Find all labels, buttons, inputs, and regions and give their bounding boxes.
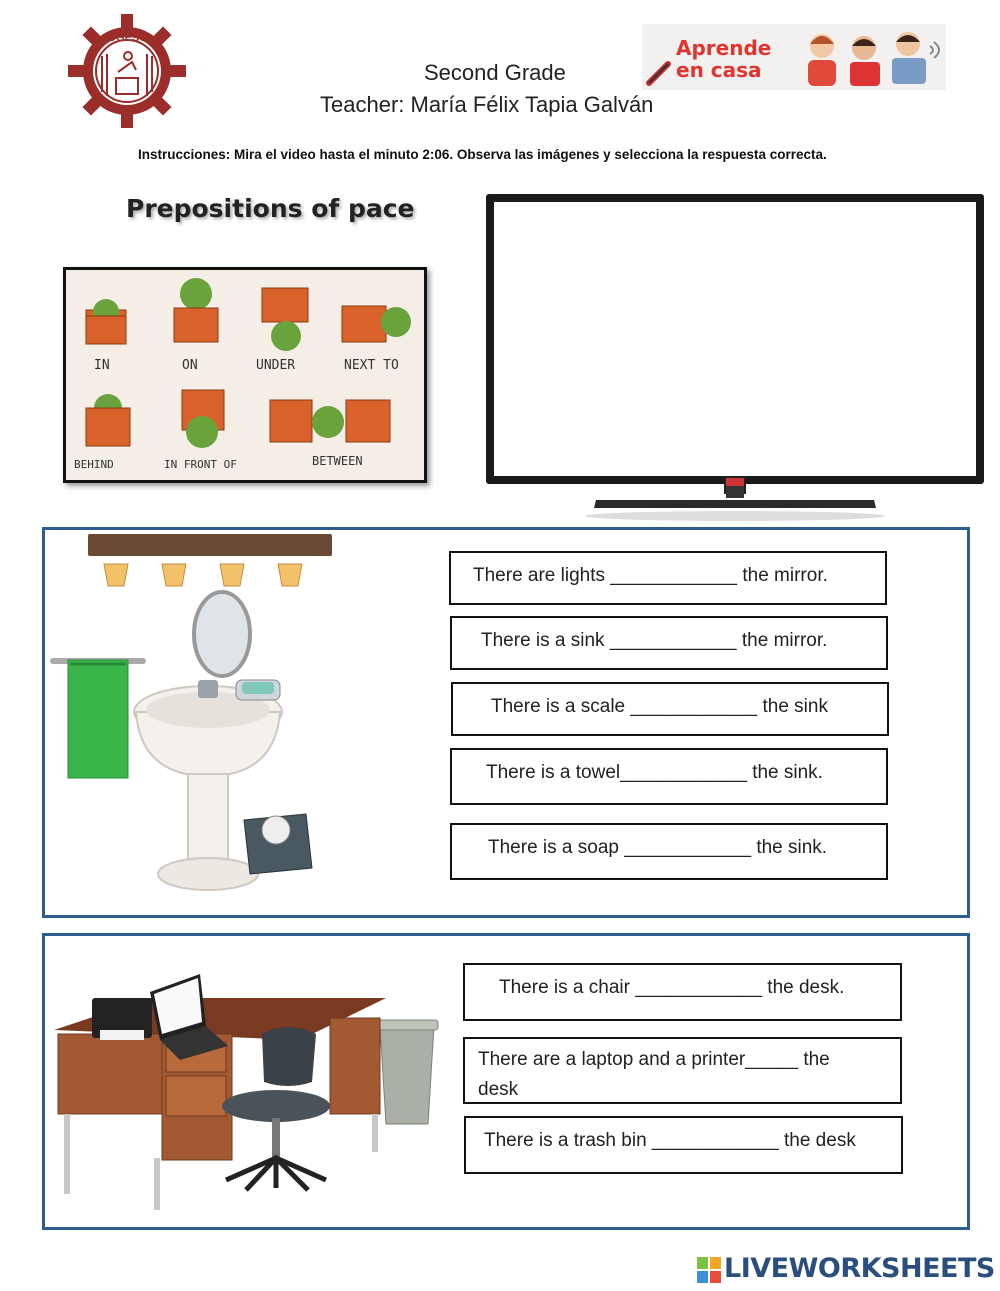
in-illustration xyxy=(86,299,126,344)
prepositions-card xyxy=(63,267,427,483)
in-front-of-illustration xyxy=(182,390,224,448)
on-illustration xyxy=(174,278,218,342)
between-illustration xyxy=(270,400,390,442)
bathroom-illustration xyxy=(48,534,348,906)
next-to-illustration xyxy=(342,306,411,342)
chair-illustration xyxy=(222,1027,330,1190)
brand-line-2: en casa xyxy=(676,58,762,82)
pencil-icon xyxy=(646,58,676,91)
tv-stand xyxy=(576,486,894,522)
bathroom-sentence-3[interactable]: There is a scale ____________ the sink xyxy=(451,682,889,736)
office-sentence-1[interactable]: There is a chair ____________ the desk. xyxy=(463,963,902,1021)
label-under: UNDER xyxy=(256,358,296,373)
bathroom-sentence-5[interactable]: There is a soap ____________ the sink. xyxy=(450,823,888,880)
video-player[interactable] xyxy=(486,194,984,524)
grade-title: Second Grade xyxy=(424,60,566,85)
under-illustration xyxy=(262,288,308,351)
instructions: Instrucciones: Mira el video hasta el minuto 2:06. Observa las imágenes y selecciona la respuesta correcta. xyxy=(138,147,827,162)
prepositions-illustration xyxy=(66,270,424,480)
soap-illustration xyxy=(236,680,280,700)
trash-bin-illustration xyxy=(376,1020,438,1124)
towel-illustration xyxy=(50,658,146,778)
label-behind: BEHIND xyxy=(74,458,114,471)
lights-illustration xyxy=(88,534,332,586)
logo-text: DGEST xyxy=(108,32,146,44)
teacher-name: Teacher: María Félix Tapia Galván xyxy=(320,92,654,117)
bathroom-sentence-4[interactable]: There is a towel____________ the sink. xyxy=(450,748,888,805)
label-between: BETWEEN xyxy=(312,454,363,468)
mirror-illustration xyxy=(194,592,250,676)
tv-screen[interactable] xyxy=(486,194,984,484)
brand-line-1: Aprende xyxy=(676,36,772,60)
label-in-front-of: IN FRONT OF xyxy=(164,458,237,471)
office-illustration xyxy=(50,968,444,1214)
aprende-en-casa-banner xyxy=(642,24,946,90)
label-next-to: NEXT TO xyxy=(344,358,399,373)
bathroom-sentence-2[interactable]: There is a sink ____________ the mirror. xyxy=(450,616,888,670)
liveworksheets-logo-icon xyxy=(697,1257,721,1283)
scale-illustration xyxy=(244,814,312,874)
school-logo xyxy=(66,12,188,130)
behind-illustration xyxy=(86,394,130,446)
bathroom-sentence-1[interactable]: There are lights ____________ the mirror. xyxy=(449,551,887,605)
printer-illustration xyxy=(92,998,152,1040)
label-on: ON xyxy=(182,358,198,373)
kids-illustration xyxy=(792,26,942,93)
liveworksheets-brand: LIVEWORKSHEETS xyxy=(724,1253,995,1284)
office-sentence-3[interactable]: There is a trash bin ____________ the desk xyxy=(464,1116,903,1174)
office-sentence-2[interactable]: There are a laptop and a printer_____ the desk xyxy=(463,1037,902,1104)
label-in: IN xyxy=(94,358,110,373)
prepositions-title: Prepositions of pace xyxy=(126,194,415,223)
